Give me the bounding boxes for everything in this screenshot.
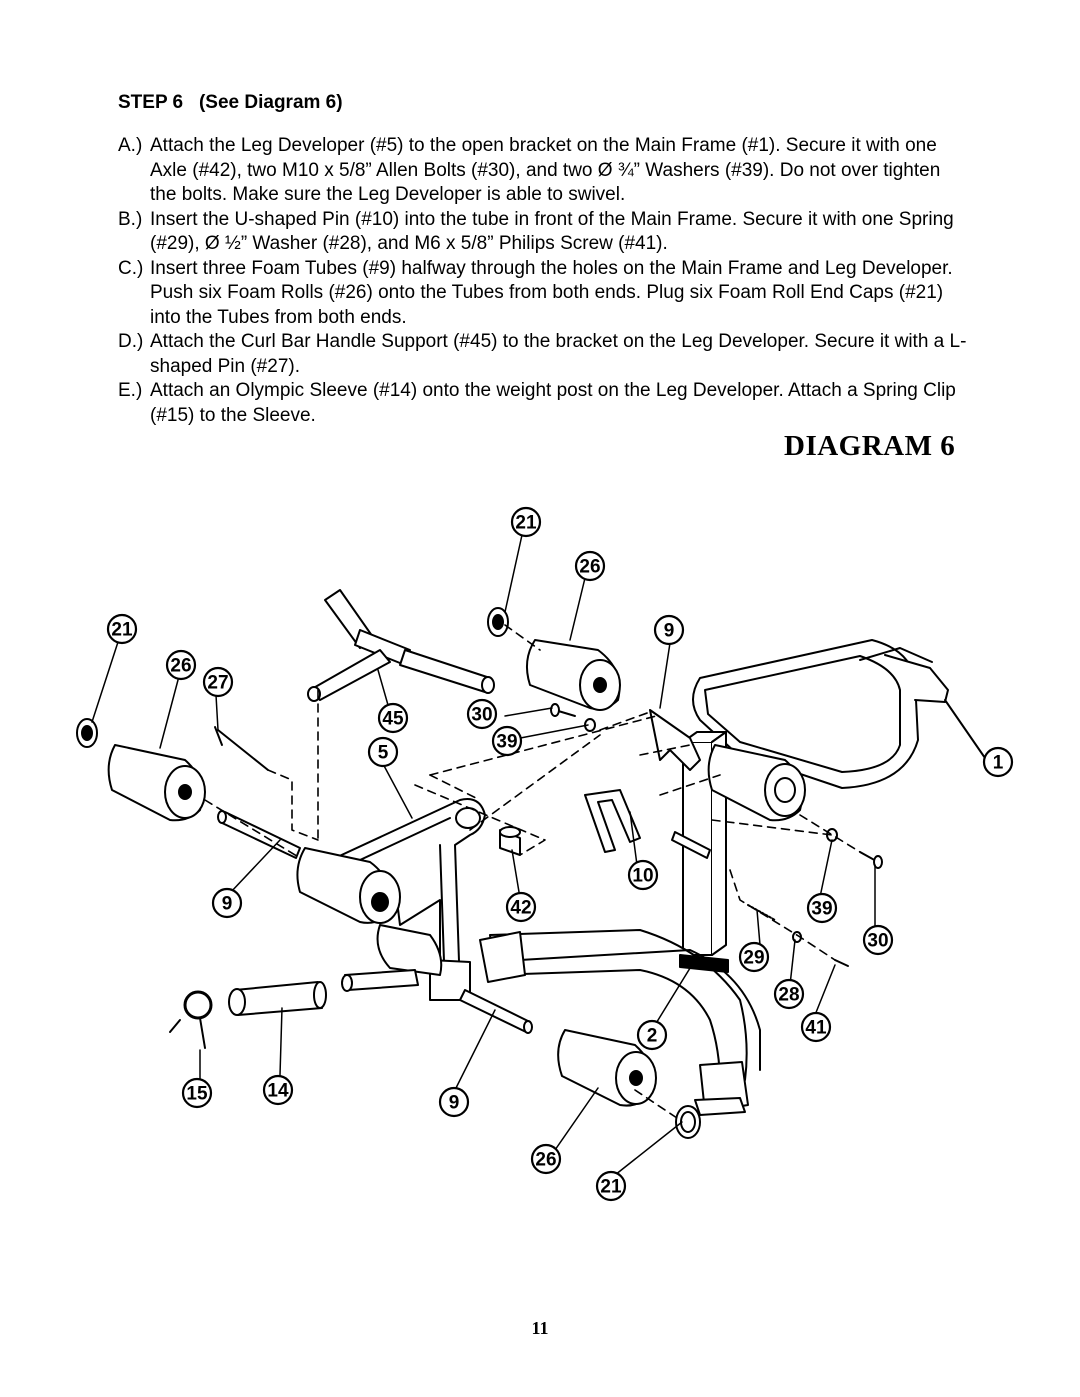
- callout-label: 2: [646, 1025, 658, 1047]
- callout-label: 21: [600, 1176, 622, 1198]
- instruction-d: [118, 330, 968, 379]
- olympic-sleeve-drawing: [170, 982, 326, 1048]
- instruction-letter: A.): [118, 135, 143, 156]
- callout: [802, 1013, 830, 1041]
- callout-label: 10: [632, 865, 654, 887]
- callout: [655, 616, 683, 644]
- callout: [213, 889, 241, 917]
- callout: [775, 980, 803, 1008]
- page-number: 11: [531, 1318, 549, 1338]
- callout-label: 39: [496, 731, 518, 753]
- callout: [638, 1021, 666, 1049]
- assembly-diagram: [0, 500, 1080, 1220]
- callout: [512, 508, 540, 536]
- foam-roll-lower-drawing: [378, 925, 442, 975]
- callout: [108, 615, 136, 643]
- callout: [264, 1076, 292, 1104]
- callout: [379, 704, 407, 732]
- instruction-text: Attach the Curl Bar Handle Support (#45) to the bracket on the Leg Developer. Secure it with a L-shaped Pin (#27).: [150, 331, 967, 377]
- callout-label: 9: [448, 1092, 460, 1114]
- callout: [369, 738, 397, 766]
- curl-bar-drawing: [308, 590, 494, 701]
- callout: [629, 861, 657, 889]
- instruction-letter: D.): [118, 331, 144, 352]
- callout-label: 45: [382, 708, 404, 730]
- instruction-letter: B.): [118, 208, 143, 230]
- callout-label: 29: [743, 947, 765, 969]
- instruction-letter: C.): [118, 257, 144, 279]
- callout-label: 5: [377, 742, 389, 764]
- instruction-e: [118, 379, 968, 428]
- instructions-list: [118, 134, 968, 428]
- instruction-text: Attach an Olympic Sleeve (#14) onto the weight post on the Leg Developer. Attach a Spring Clip (#15) to the Sleeve.: [150, 380, 956, 426]
- instruction-text: Attach the Leg Developer (#5) to the open bracket on the Main Frame (#1). Secure it with one Axle (#42), two M10 x 5/8” Allen Bolts (#30), and two Ø ¾” Washers (#39). Do not over tighten the bolts. Make sure the Leg Developer is able to swivel.: [150, 135, 941, 205]
- instruction-text: Insert three Foam Tubes (#9) halfway through the holes on the Main Frame and Leg Developer. Push six Foam Rolls (#26) onto the Tubes from both ends. Plug six Foam Roll End Caps (#21) into the Tubes from both ends.: [150, 257, 953, 328]
- callout: [808, 894, 836, 922]
- callout-label: 41: [805, 1017, 827, 1039]
- foam-roll-top-drawing: [527, 640, 620, 710]
- callout: [167, 651, 195, 679]
- callout-label: 26: [535, 1149, 557, 1171]
- instruction-c: [118, 257, 968, 331]
- callout: [740, 943, 768, 971]
- callout-label: 26: [579, 556, 601, 578]
- callout-label: 15: [186, 1083, 208, 1105]
- callout: [204, 668, 232, 696]
- callout-label: 28: [778, 984, 800, 1006]
- callout-label: 14: [267, 1080, 289, 1102]
- callout-label: 39: [811, 898, 833, 920]
- callout-label: 9: [663, 620, 675, 642]
- callout: [864, 926, 892, 954]
- callout-label: 21: [515, 512, 537, 534]
- callout: [183, 1079, 211, 1107]
- foam-roll-left-drawing: [109, 745, 205, 820]
- instruction-letter: E.): [118, 380, 143, 401]
- callout-label: 9: [221, 893, 233, 915]
- callout: [597, 1172, 625, 1200]
- instruction-b: [118, 208, 968, 257]
- callout-label: 30: [471, 704, 493, 726]
- callout: [532, 1145, 560, 1173]
- leader-lines: [92, 535, 875, 1175]
- callout: [468, 700, 496, 728]
- callout-label: 27: [207, 672, 229, 694]
- callouts: [108, 508, 1012, 1200]
- leader-line: [945, 700, 985, 758]
- instruction-text: Insert the U-shaped Pin (#10) into the tube in front of the Main Frame. Secure it with one Spring (#29), Ø ½” Washer (#28), and M6 x 5/8” Philips Screw (#41).: [150, 208, 954, 254]
- step-heading: STEP 6 (See Diagram 6): [118, 92, 343, 113]
- instruction-a: [118, 134, 968, 208]
- diagram-title: DIAGRAM 6: [784, 430, 956, 462]
- callout-label: 21: [111, 619, 133, 641]
- callout: [984, 748, 1012, 776]
- callout: [576, 552, 604, 580]
- callout-label: 42: [510, 897, 532, 919]
- callout-label: 30: [867, 930, 889, 952]
- callout-label: 1: [992, 752, 1004, 774]
- callout-label: 26: [170, 655, 192, 677]
- callout: [493, 727, 521, 755]
- callout: [507, 893, 535, 921]
- callout: [440, 1088, 468, 1116]
